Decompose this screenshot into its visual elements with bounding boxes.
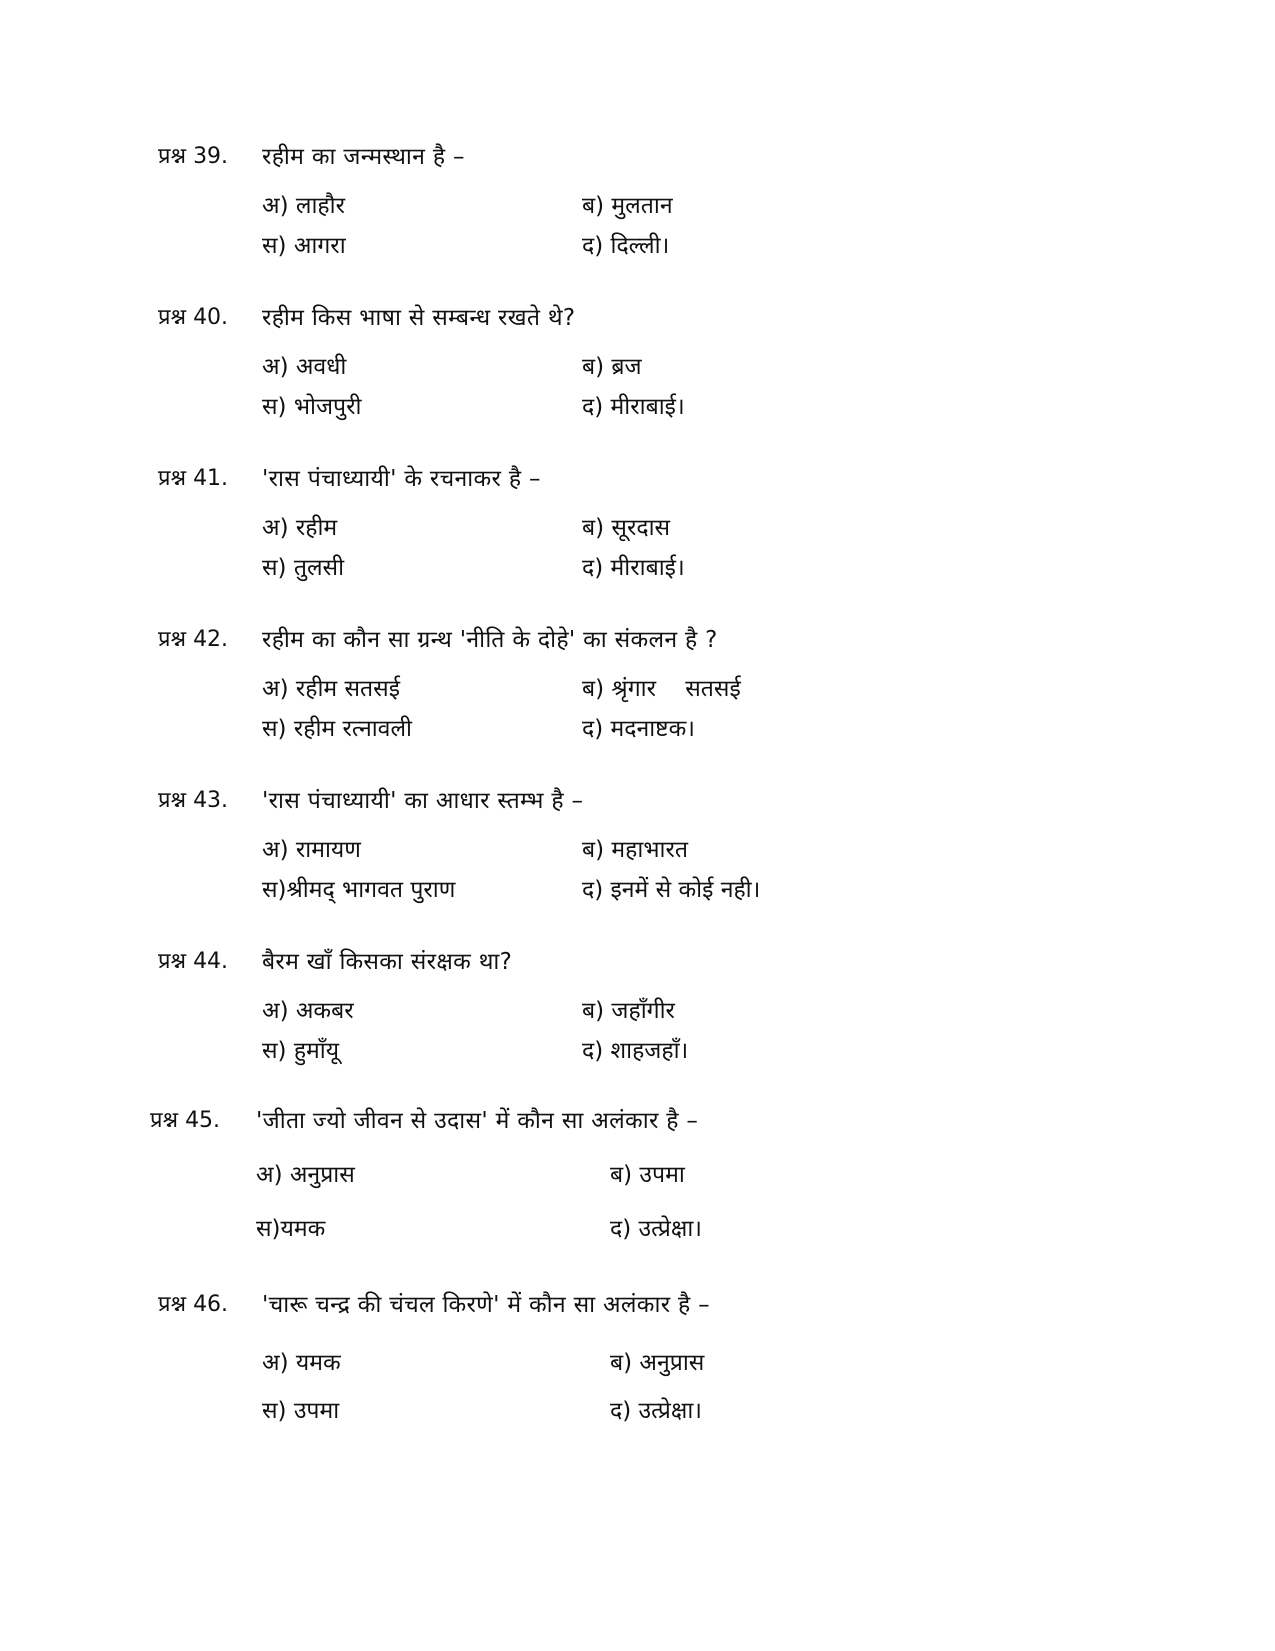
option-c: स) उपमा: [262, 1398, 340, 1424]
question-number: प्रश्न 46.: [158, 1292, 229, 1317]
option-c: स) तुलसी: [262, 555, 345, 581]
option-d: द) इनमें से कोई नही।: [582, 877, 761, 903]
option-d: द) शाहजहाँ।: [582, 1038, 689, 1064]
option-b: ब) श्रृंगार सतसई: [582, 676, 741, 702]
option-d: द) उत्प्रेक्षा।: [610, 1398, 703, 1424]
option-a: अ) लाहौर: [262, 193, 345, 219]
option-c: स) रहीम रत्नावली: [262, 716, 413, 742]
option-d: द) मदनाष्टक।: [582, 716, 695, 742]
question-number: प्रश्न 40.: [158, 305, 229, 330]
option-b: ब) महाभारत: [582, 837, 688, 863]
question-number: प्रश्न 44.: [158, 949, 229, 974]
option-c: स)श्रीमद् भागवत पुराण: [262, 877, 456, 903]
question-number: प्रश्न 41.: [158, 466, 229, 491]
question-text: रहीम किस भाषा से सम्बन्ध रखते थे?: [262, 305, 576, 331]
option-d: द) दिल्ली।: [582, 233, 670, 259]
option-a: अ) रामायण: [262, 837, 361, 863]
option-a: अ) अवधी: [262, 354, 347, 380]
question-text: रहीम का कौन सा ग्रन्थ 'नीति के दोहे' का संकलन है ?: [262, 627, 718, 653]
option-a: अ) यमक: [262, 1350, 341, 1376]
option-b: ब) उपमा: [610, 1162, 685, 1188]
option-c: स) आगरा: [262, 233, 346, 259]
option-a: अ) रहीम सतसई: [262, 676, 400, 702]
option-b: ब) जहाँगीर: [582, 998, 675, 1024]
question-number: प्रश्न 39.: [158, 144, 229, 169]
option-a: अ) अनुप्रास: [256, 1162, 355, 1188]
option-a: अ) रहीम: [262, 515, 338, 541]
option-a: अ) अकबर: [262, 998, 354, 1024]
question-number: प्रश्न 43.: [158, 788, 229, 813]
question-text: 'रास पंचाध्यायी' के रचनाकर है –: [262, 466, 541, 492]
question-text: रहीम का जन्मस्थान है –: [262, 144, 465, 170]
question-number: प्रश्न 45.: [150, 1108, 221, 1133]
option-d: द) मीराबाई।: [582, 555, 685, 581]
option-d: द) उत्प्रेक्षा।: [610, 1216, 703, 1242]
option-b: ब) मुलतान: [582, 193, 673, 219]
option-c: स)यमक: [256, 1216, 326, 1242]
question-number: प्रश्न 42.: [158, 627, 229, 652]
option-b: ब) सूरदास: [582, 515, 671, 541]
question-text: बैरम खाँ किसका संरक्षक था?: [262, 949, 513, 975]
option-c: स) हुमाँयू: [262, 1038, 340, 1064]
question-text: 'जीता ज्यो जीवन से उदास' में कौन सा अलंकार है –: [256, 1108, 699, 1134]
question-text: 'चारू चन्द्र की चंचल किरणे' में कौन सा अलंकार है –: [262, 1292, 710, 1318]
option-d: द) मीराबाई।: [582, 394, 685, 420]
option-b: ब) अनुप्रास: [610, 1350, 705, 1376]
question-text: 'रास पंचाध्यायी' का आधार स्तम्भ है –: [262, 788, 584, 814]
option-b: ब) ब्रज: [582, 354, 642, 380]
option-c: स) भोजपुरी: [262, 394, 362, 420]
